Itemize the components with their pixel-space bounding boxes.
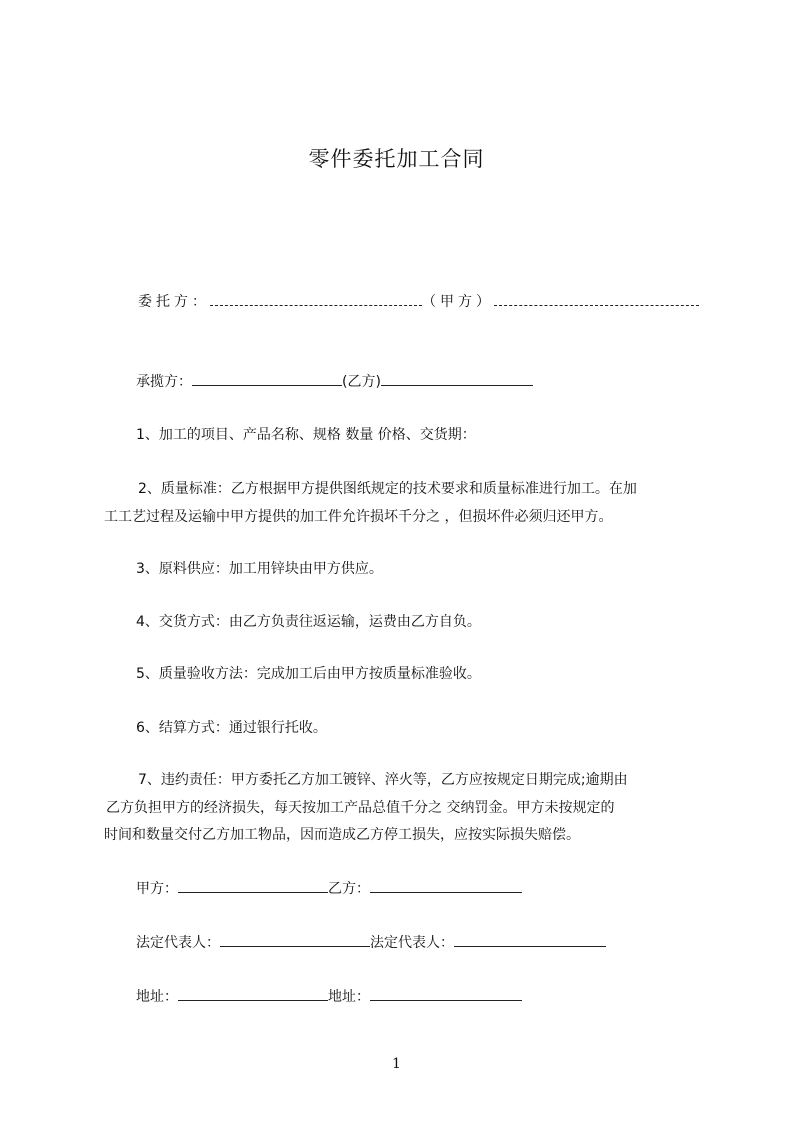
signature-address-line xyxy=(136,987,522,1006)
rep-b-label: 法定代表人： xyxy=(370,935,454,951)
contractor-party: (乙方) xyxy=(342,374,381,390)
addr-a-blank[interactable] xyxy=(178,987,328,1001)
party-a-label: 甲方： xyxy=(136,881,178,897)
clause-7-line-1: 7、违约责任：甲方委托乙方加工镀锌、淬火等，乙方应按规定日期完成;逾期由 xyxy=(138,772,628,788)
contractor-name-blank-2[interactable] xyxy=(381,372,533,386)
party-b-label: 乙方： xyxy=(328,881,370,897)
clause-7-line-2: 乙方负担甲方的经济损失，每天按加工产品总值千分之 交纳罚金。甲方未按规定的 xyxy=(106,800,615,816)
signature-parties-line xyxy=(136,879,522,898)
clause-5: 5、质量验收方法：完成加工后由甲方按质量标准验收。 xyxy=(136,666,481,682)
addr-b-blank[interactable] xyxy=(370,987,522,1001)
party-a-blank[interactable] xyxy=(178,879,328,893)
page-number: 1 xyxy=(392,1056,401,1072)
document-title: 零件委托加工合同 xyxy=(308,147,485,171)
clause-3: 3、原料供应：加工用锌块由甲方供应。 xyxy=(136,561,383,577)
client-name-blank-2[interactable] xyxy=(494,292,699,306)
clause-7-line-3: 时间和数量交付乙方加工物品，因而造成乙方停工损失，应按实际损失赔偿。 xyxy=(104,827,580,843)
contractor-name-blank[interactable] xyxy=(192,372,342,386)
contractor-label: 承揽方： xyxy=(136,374,192,390)
client-party: （甲方） xyxy=(422,294,494,310)
clause-6: 6、结算方式：通过银行托收。 xyxy=(136,720,327,736)
addr-b-label: 地址： xyxy=(328,989,370,1005)
client-label: 委托方： xyxy=(138,294,210,310)
addr-a-label: 地址： xyxy=(136,989,178,1005)
clause-1: 1、加工的项目、产品名称、规格 数量 价格、交货期： xyxy=(136,427,476,443)
rep-b-blank[interactable] xyxy=(454,933,606,947)
clause-2-line-2: 工工艺过程及运输中甲方提供的加工件允许损坏千分之 ，但损坏件必须归还甲方。 xyxy=(104,509,613,525)
rep-a-blank[interactable] xyxy=(220,933,370,947)
client-name-blank[interactable] xyxy=(210,292,422,306)
client-line xyxy=(138,292,699,311)
signature-reps-line xyxy=(136,933,606,952)
party-b-blank[interactable] xyxy=(370,879,522,893)
clause-2-line-1: 2、质量标准：乙方根据甲方提供图纸规定的技术要求和质量标准进行加工。在加 xyxy=(138,481,637,497)
clause-4: 4、交货方式：由乙方负责往返运输，运费由乙方自负。 xyxy=(136,614,481,630)
rep-a-label: 法定代表人： xyxy=(136,935,220,951)
contractor-line xyxy=(136,372,533,391)
